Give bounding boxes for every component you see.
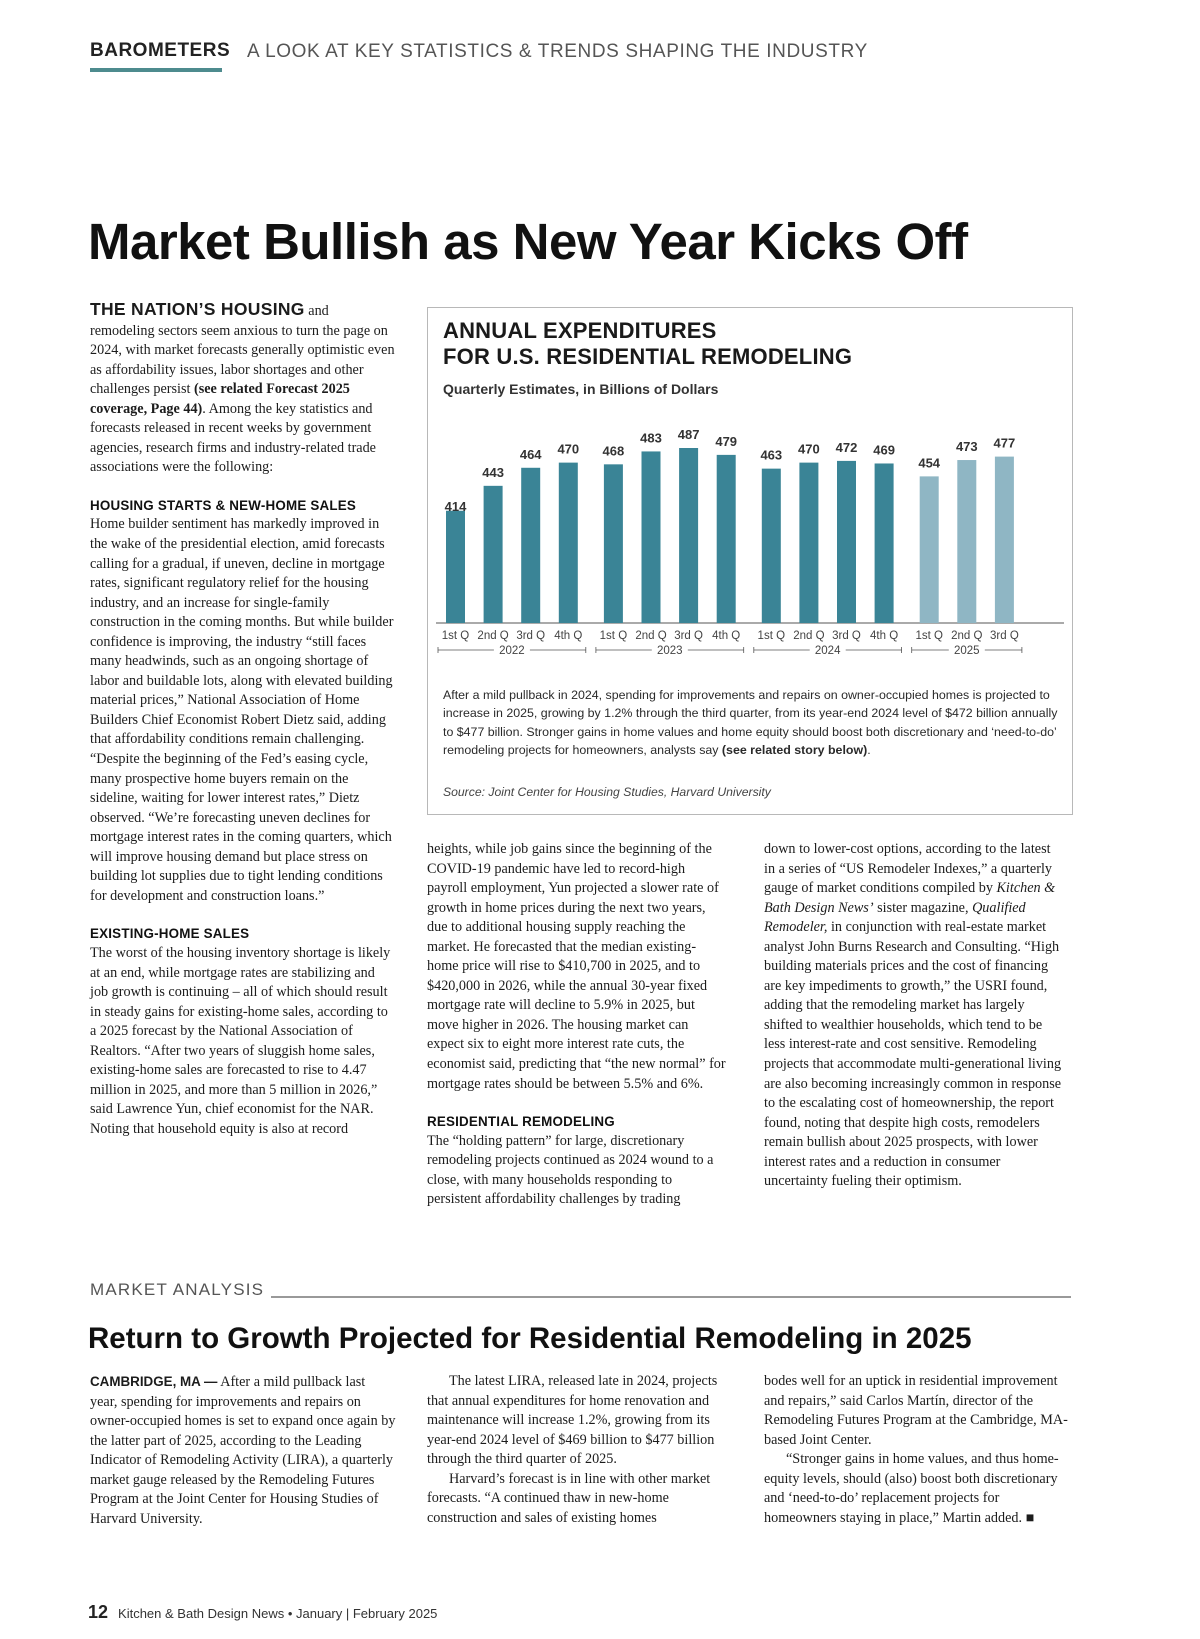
bar <box>762 469 781 623</box>
remodeling-continued <box>764 840 1064 1192</box>
magazine-name: Kitchen & Bath Design News’ <box>764 880 1056 916</box>
chart-caption-crossref: (see related story below) <box>721 742 868 757</box>
bar-value-label: 477 <box>993 435 1016 451</box>
year-label: 2024 <box>814 645 841 657</box>
bar <box>604 464 623 623</box>
x-tick-label: 3rd Q <box>674 630 703 642</box>
subhead-remodeling: RESIDENTIAL REMODELING <box>427 1114 615 1130</box>
chart-source: Source: Joint Center for Housing Studies, Harvard University <box>443 785 771 799</box>
housing-starts-paragraph: Home builder sentiment has markedly improved in the wake of the presidential election, amid forecasts calling for a gradual, if uneven, decline in mortgage rates, significant regulatory relief for the housing industry, and an increase for single-family construction in the coming months. But while builder confidence is improving, the industry “still faces many headwinds, such as an ongoing shortage of labor and buildable lots, along with elevated building material prices,” National Association of Home Builders Chief Economist Robert Dietz said, adding that affordability conditions remain challenging. “Despite the beginning of the Fed’s easing cycle, many prospective home buyers remain on the sideline, waiting for lower interest rates,” Dietz observed. “We’re forecasting uneven declines for mortgage interest rates in the coming quarters, which will improve housing demand but place stress on building lot supplies due to tight lending conditions for development and construction loans.” <box>90 516 394 904</box>
remodeling-text-b: sister magazine, <box>873 899 973 916</box>
article-column-2 <box>427 840 727 1210</box>
analysis-column-2 <box>427 1372 727 1528</box>
lead-in: THE NATION’S HOUSING <box>90 299 305 319</box>
section-header <box>90 40 1130 80</box>
bar-value-label: 414 <box>444 498 467 514</box>
bar-value-label: 479 <box>715 433 738 449</box>
bar-value-label: 470 <box>557 441 580 457</box>
page-number: 12 <box>88 1602 109 1622</box>
x-tick-label: 2nd Q <box>793 630 825 642</box>
market-analysis-label: MARKET ANALYSIS <box>90 1280 265 1299</box>
bar-value-label: 463 <box>760 447 783 463</box>
x-tick-label: 4th Q <box>712 630 741 642</box>
year-label: 2023 <box>657 645 683 657</box>
bar-value-label: 469 <box>873 442 895 458</box>
x-tick-label: 1st Q <box>441 630 470 642</box>
intro-text-a: and remodeling sectors seem anxious to turn the page on 2024, with market forecasts generally optimistic even as affordability issues, labor shortages and other challenges persist <box>90 303 395 398</box>
analysis-column-3 <box>764 1372 1070 1528</box>
intro-paragraph <box>90 300 396 478</box>
bar-value-label: 487 <box>677 427 700 442</box>
analysis-paragraph-3: Harvard’s forecast is in line with other market forecasts. “A continued thaw in new-home construction and sales of existing homes <box>427 1470 711 1526</box>
analysis-paragraph-5: “Stronger gains in home values, and thus home-equity levels, should (also) boost both discretionary and ‘need-to-do’ replacement projects for homeowners staying in place,” Martin added. ■ <box>764 1451 1059 1526</box>
article-column-3 <box>764 840 1064 1192</box>
bar <box>957 460 976 623</box>
x-tick-label: 3rd Q <box>832 630 861 642</box>
bar <box>484 486 503 623</box>
sister-magazine-name: Qualified Remodeler, <box>764 899 1026 936</box>
chart-title-line-1: ANNUAL EXPENDITURES <box>443 318 717 343</box>
chart-caption <box>443 686 1058 759</box>
existing-home-paragraph: The worst of the housing inventory shortage is likely at an end, while mortgage rates are stabilizing and job growth is continuing – all of which should result in steady gains for existing-home sales, according to a 2025 forecast by the National Association of Realtors. “After two years of sluggish home sales, existing-home sales are forecasted to rise to 4.47 million in 2025, and more than 5 million in 2026,” said Lawrence Yun, chief economist for the NAR. Noting that household equity is also at record <box>90 944 391 1137</box>
bar <box>679 448 698 623</box>
bar-value-label: 468 <box>602 443 625 459</box>
analysis-column-1 <box>90 1372 396 1529</box>
existing-home-continued: heights, while job gains since the beginning of the COVID-19 pandemic have led to record-high payroll employment, Yun projected a slower rate of growth in home prices during the next two years, due to additional housing supply reaching the market. He forecasted that the median existing-home price will rise to $410,700 in 2025, and to $420,000 in 2026, while the annual 30-year fixed mortgage rate will decline to 5.9% in 2025, but move higher in 2026. The housing market can expect six to eight more interest rate cuts, the economist said, predicting that “the new normal” for mortgage rates should be between 5.5% and 6%. <box>427 841 726 1092</box>
intro-text-b: . Among the key statistics and forecasts released in recent weeks by government agencies, research firms and industry-related trade associations were the following: <box>90 400 376 476</box>
intro-crossref: (see related Forecast 2025 coverage, Page 44) <box>90 381 350 417</box>
article-column-1 <box>90 300 396 1139</box>
bar <box>837 461 856 623</box>
x-tick-label: 1st Q <box>915 630 943 642</box>
x-tick-label: 3rd Q <box>516 630 546 642</box>
analysis-paragraph-2: The latest LIRA, released late in 2024, projects that annual expenditures for home renovation and maintenance will increase 1.2%, growing from its year-end 2024 level of $469 billion to $477 billion through the third quarter of 2025. <box>427 1373 718 1468</box>
chart-panel <box>427 307 1073 815</box>
article-title: Market Bullish as New Year Kicks Off <box>88 213 968 270</box>
section-rule <box>271 1296 1071 1298</box>
bar-value-label: 483 <box>640 430 662 446</box>
x-tick-label: 4th Q <box>554 630 583 642</box>
chart-title <box>443 318 852 370</box>
chart-subtitle: Quarterly Estimates, in Billions of Dollars <box>443 381 719 397</box>
x-tick-label: 3rd Q <box>990 630 1019 642</box>
remodeling-text-c: in conjunction with real-estate market analyst John Burns Research and Consulting. “High building materials prices and the cost of financing are key impediments to growth,” the USRI found, adding that the remodeling market has largely shifted to wealthier households, which tend to be less interest-rate and cost sensitive. Remodeling projects that accommodate multi-generational living are also becoming increasingly common in response to the escalating cost of homeownership, the report found, noting that despite high costs, remodelers remain bullish about 2025 prospects, with lower interest rates and a reduction in consumer uncertainty fueling their optimism. <box>764 919 1062 1190</box>
page-footer <box>88 1602 437 1623</box>
dateline: CAMBRIDGE, MA — <box>90 1374 218 1389</box>
chart-title-line-2: FOR U.S. RESIDENTIAL REMODELING <box>443 344 853 369</box>
remodeling-paragraph: The “holding pattern” for large, discretionary remodeling projects continued as 2024 wound to a close, with many households responding to persistent affordability challenges by trading <box>427 1132 714 1208</box>
remodeling-text-a: down to lower-cost options, according to the latest in a series of “US Remodeler Indexes,” a quarterly gauge of market conditions compiled by <box>764 841 1052 897</box>
x-tick-label: 1st Q <box>599 630 628 642</box>
chart-caption-end: . <box>867 742 871 757</box>
bar <box>642 451 661 623</box>
bar <box>995 457 1014 623</box>
bar <box>799 463 818 623</box>
analysis-text-1: After a mild pullback last year, spending for improvements and repairs on owner-occupied homes is set to expand once again by the latter part of 2025, according to the Leading Indicator of Remodeling Activity (LIRA), a quarterly market gauge released by the Remodeling Futures Program at the Joint Center for Housing Studies of Harvard University. <box>90 1374 396 1527</box>
section-label: BAROMETERS <box>90 40 231 61</box>
bar-value-label: 464 <box>519 446 542 462</box>
section-tagline: A LOOK AT KEY STATISTICS & TRENDS SHAPING THE INDUSTRY <box>247 41 868 62</box>
bar <box>446 511 465 623</box>
x-tick-label: 2nd Q <box>635 630 667 642</box>
bar <box>875 463 894 623</box>
market-analysis-title: Return to Growth Projected for Residential Remodeling in 2025 <box>88 1322 972 1355</box>
x-tick-label: 2nd Q <box>951 630 983 642</box>
analysis-paragraph-4: bodes well for an uptick in residential improvement and repairs,” said Carlos Martín, director of the Remodeling Futures Program at the Cambridge, MA-based Joint Center. <box>764 1373 1068 1448</box>
bar-value-label: 443 <box>482 464 504 480</box>
x-tick-label: 4th Q <box>870 630 899 642</box>
x-tick-label: 1st Q <box>757 630 786 642</box>
analysis-paragraph-1 <box>90 1372 396 1529</box>
year-label: 2022 <box>499 645 525 657</box>
subhead-existing-home: EXISTING-HOME SALES <box>90 926 250 942</box>
year-label: 2025 <box>954 645 980 657</box>
bar-value-label: 454 <box>918 455 941 471</box>
bar <box>920 476 939 623</box>
bar <box>559 463 578 623</box>
bar-value-label: 470 <box>798 441 820 457</box>
x-tick-label: 2nd Q <box>477 630 509 642</box>
section-underline <box>90 68 222 72</box>
bar <box>717 455 736 623</box>
bar <box>521 468 540 623</box>
bar-value-label: 473 <box>955 439 978 455</box>
bar-value-label: 472 <box>835 439 858 455</box>
subhead-housing-starts: HOUSING STARTS & NEW-HOME SALES <box>90 497 357 513</box>
chart-caption-text: After a mild pullback in 2024, spending for improvements and repairs on owner-occupied homes is projected to increase in 2025, growing by 1.2% through the third quarter, from its year-end 2024 level of $472 billion annually to $477 billion. Stronger gains in home values and home equity should boost both discretionary and ‘need-to-do’ remodeling projects for homeowners, analysts say <box>443 688 1058 757</box>
publication-info: Kitchen & Bath Design News • January | February 2025 <box>118 1606 438 1621</box>
bar-chart <box>428 398 1071 718</box>
